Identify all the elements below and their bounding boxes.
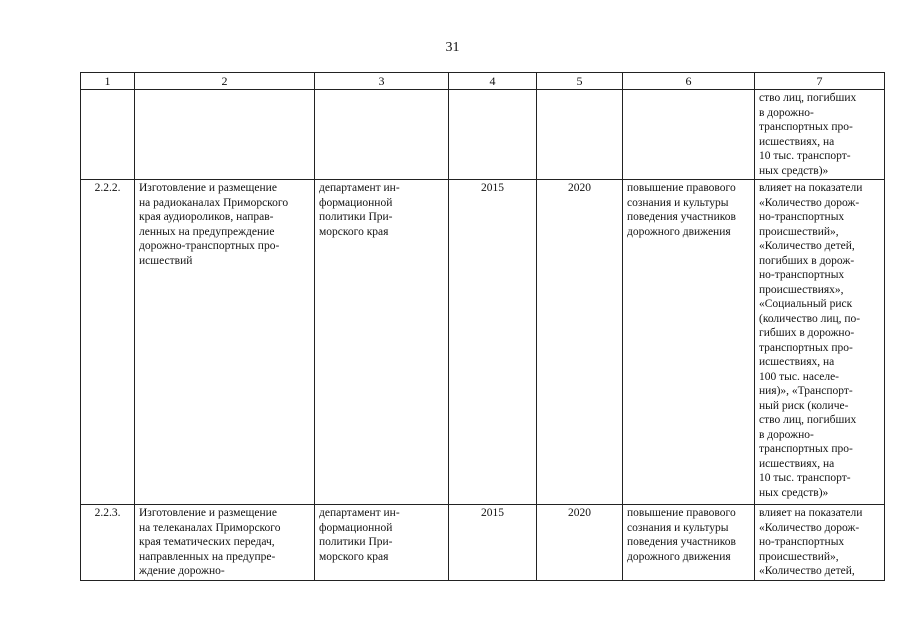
text-line: ных средств)»	[759, 486, 829, 499]
row-number: 2.2.2.	[81, 180, 135, 505]
cont-cell-5	[537, 90, 623, 180]
col-header-4: 4	[449, 73, 537, 90]
text-line: департамент ин-	[319, 182, 400, 194]
result-cell	[623, 505, 755, 581]
header-row	[81, 73, 885, 90]
text-line: исшествий	[139, 254, 193, 267]
impact-cell	[755, 505, 885, 581]
text-line: происшествиях»,	[759, 283, 844, 296]
col-header-3: 3	[315, 73, 449, 90]
text-line: транспортных про-	[759, 443, 853, 455]
text-line: ждение дорожно-	[139, 565, 225, 577]
cont-cell-4	[449, 90, 537, 180]
text-line: на телеканалах Приморского	[139, 521, 281, 534]
text-line: (количество лиц, по-	[759, 312, 861, 325]
col-header-6: 6	[623, 73, 755, 90]
text-line: «Количество детей,	[759, 565, 855, 577]
text-line: в дорожно-	[759, 106, 814, 119]
text-line: но-транспортных	[759, 269, 845, 281]
text-line: в дорожно-	[759, 428, 814, 441]
text-line: департамент ин-	[319, 507, 400, 519]
text-line: поведения участников	[627, 211, 736, 223]
text-line: транспортных про-	[759, 121, 853, 133]
text-line: но-транспортных	[759, 536, 845, 548]
end-year: 2020	[537, 505, 623, 581]
text-line: 10 тыс. транспорт-	[759, 150, 851, 162]
col-header-2: 2	[135, 73, 315, 90]
text-line: влияет на показатели	[759, 182, 863, 194]
text-line: политики При-	[319, 211, 393, 223]
text-line: Изготовление и размещение	[139, 182, 277, 194]
text-line: политики При-	[319, 536, 393, 548]
text-line: транспортных про-	[759, 341, 853, 354]
measure-name-cell	[135, 180, 315, 505]
start-year: 2015	[449, 180, 537, 505]
text-line: ных средств)»	[759, 164, 829, 177]
text-line: формационной	[319, 521, 393, 534]
impact-cell	[755, 180, 885, 505]
text-line: ленных на предупреждение	[139, 225, 275, 238]
executor-cell	[315, 180, 449, 505]
text-line: ния)», «Транспорт-	[759, 385, 853, 397]
col-header-5: 5	[537, 73, 623, 90]
text-line: 100 тыс. населе-	[759, 370, 840, 383]
text-line: морского края	[319, 550, 389, 563]
text-line: гибших в дорожно-	[759, 327, 855, 339]
text-line: края тематических передач,	[139, 536, 275, 548]
cont-cell-1	[81, 90, 135, 180]
cont-impact-cell	[755, 90, 885, 180]
text-line: 10 тыс. транспорт-	[759, 472, 851, 484]
cont-cell-3	[315, 90, 449, 180]
text-line: исшествиях, на	[759, 356, 835, 368]
text-line: сознания и культуры	[627, 521, 729, 534]
text-line: погибших в дорож-	[759, 254, 855, 267]
cont-cell-2	[135, 90, 315, 180]
text-line: Изготовление и размещение	[139, 507, 277, 519]
text-line: «Количество детей,	[759, 240, 855, 252]
text-line: дорожного движения	[627, 550, 731, 563]
text-line: повышение правового	[627, 507, 736, 519]
text-line: повышение правового	[627, 182, 736, 194]
text-line: «Количество дорож-	[759, 196, 860, 209]
table-row-2-2-2	[81, 180, 885, 505]
text-line: исшествиях, на	[759, 457, 835, 470]
text-line: формационной	[319, 196, 393, 209]
text-line: ный риск (количе-	[759, 399, 849, 412]
text-line: поведения участников	[627, 536, 736, 548]
text-line: дорожного движения	[627, 225, 731, 238]
measure-name-cell	[135, 505, 315, 581]
text-line: ство лиц, погибших	[759, 92, 857, 104]
text-line: направленных на предупре-	[139, 550, 276, 563]
text-line: «Социальный риск	[759, 298, 853, 310]
result-cell	[623, 180, 755, 505]
text-line: «Количество дорож-	[759, 521, 860, 534]
page-number: 31	[445, 40, 460, 55]
text-line: сознания и культуры	[627, 196, 729, 209]
text-line: дорожно-транспортных про-	[139, 240, 280, 252]
text-line: исшествиях, на	[759, 135, 835, 148]
text-line: морского края	[319, 225, 389, 238]
col-header-1: 1	[81, 73, 135, 90]
cont-cell-6	[623, 90, 755, 180]
executor-cell	[315, 505, 449, 581]
measures-table	[80, 72, 885, 581]
text-line: на радиоканалах Приморского	[139, 196, 289, 209]
text-line: происшествий»,	[759, 550, 839, 563]
start-year: 2015	[449, 505, 537, 581]
row-number: 2.2.3.	[81, 505, 135, 581]
text-line: края аудиороликов, направ-	[139, 211, 274, 223]
end-year: 2020	[537, 180, 623, 505]
text-line: ство лиц, погибших	[759, 414, 857, 426]
continuation-row	[81, 90, 885, 180]
col-header-7: 7	[755, 73, 885, 90]
text-line: но-транспортных	[759, 211, 845, 223]
table-row-2-2-3	[81, 505, 885, 581]
text-line: происшествий»,	[759, 225, 839, 238]
text-line: влияет на показатели	[759, 507, 863, 519]
